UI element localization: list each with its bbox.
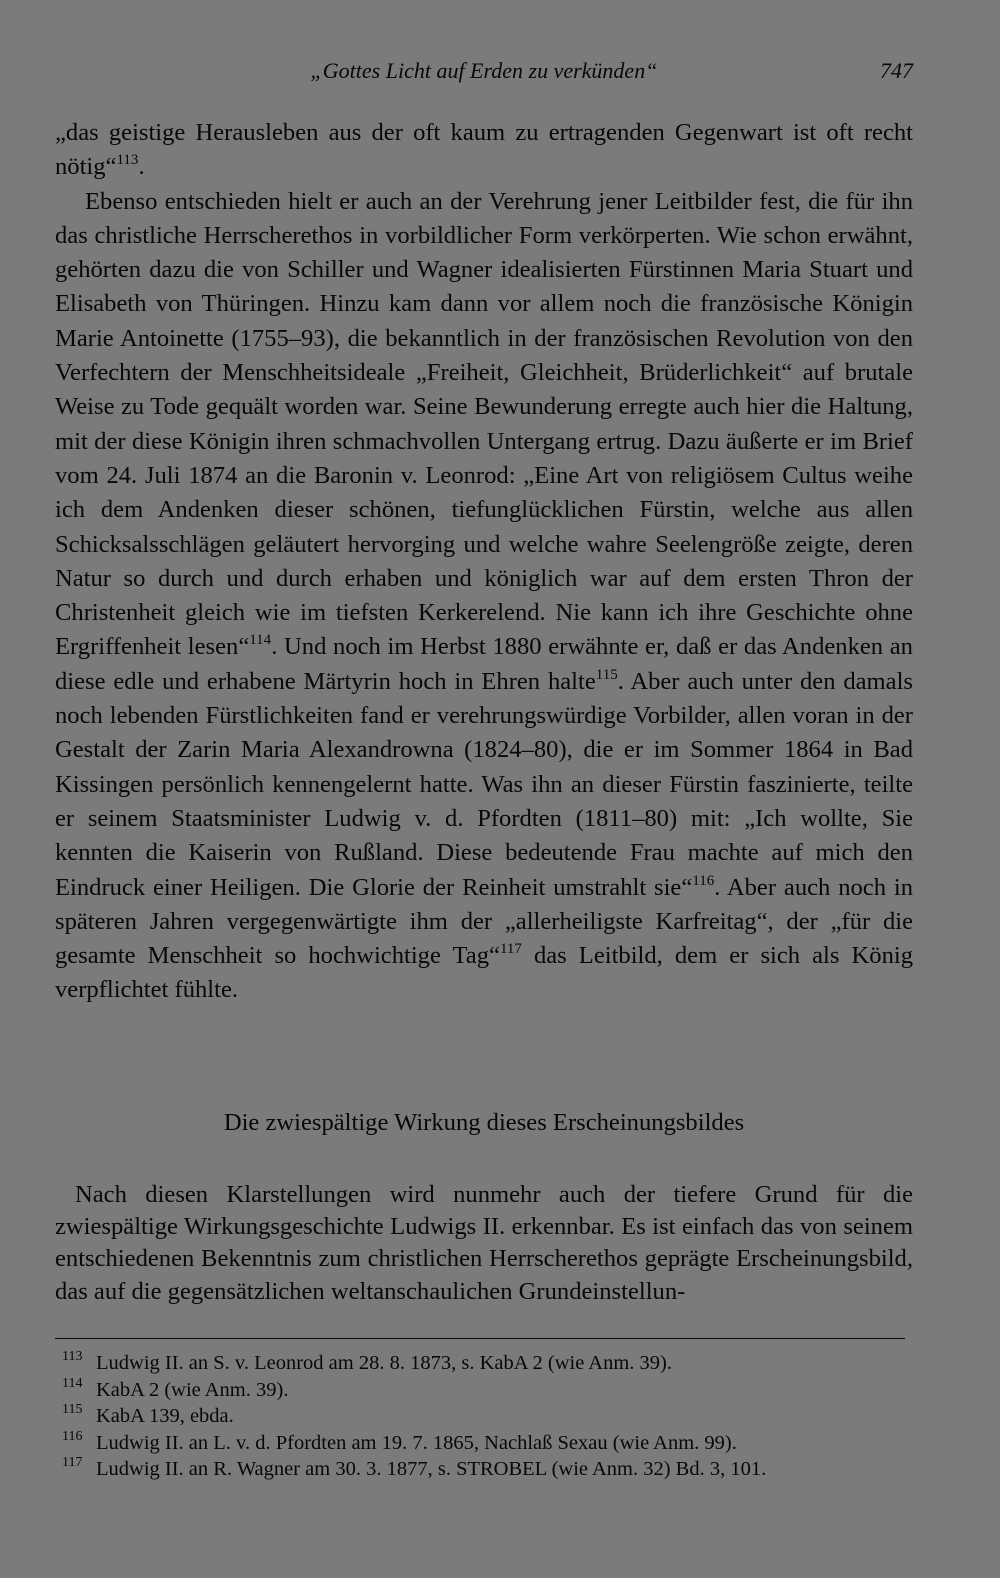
running-title: „Gottes Licht auf Erden zu verkünden“ bbox=[310, 58, 658, 83]
footnote-number: 116 bbox=[62, 1428, 83, 1444]
footnote-text: Ludwig II. an R. Wagner am 30. 3. 1877, s. STROBEL (wie Anm. 32) Bd. 3, 101. bbox=[96, 1458, 767, 1480]
footnote bbox=[62, 1377, 912, 1404]
page-number: 747 bbox=[880, 58, 913, 83]
footnotes bbox=[62, 1350, 912, 1483]
page-header bbox=[55, 54, 913, 90]
footnote-text: Ludwig II. an L. v. d. Pfordten am 19. 7. 1865, Nachlaß Sexau (wie Anm. 99). bbox=[96, 1431, 737, 1454]
footnote-ref: 117 bbox=[499, 941, 522, 958]
footnote bbox=[62, 1456, 912, 1483]
text-run: . Und noch im Herbst 1880 erwähnte er, daß er das Andenken an diese edle und erhabene Märtyrin hoch in Ehren halte bbox=[55, 633, 913, 695]
footnote-text: KabA 139, ebda. bbox=[96, 1405, 234, 1427]
section-paragraph: Nach diesen Klarstellungen wird nunmehr auch der tiefere Grund für die zwiespältige Wirkungsgeschichte Ludwigs II. erkennbar. Es ist einfach das von seinem entschiedenen Bekenntnis zum christlichen Herrscherethos geprägte Erscheinungsbild, das auf die gegensätzlichen weltanschaulichen Grundeinstellun- bbox=[55, 1181, 913, 1305]
text-run: . Aber auch noch in späteren Jahren vergegenwärtigte ihm der „allerheiligste Karfreitag“, der „für die gesamte Menschheit so hochwichtige Tag“ bbox=[55, 873, 913, 970]
footnote-ref: 114 bbox=[249, 632, 272, 649]
main-text bbox=[55, 116, 913, 1008]
footnote-ref: 113 bbox=[116, 152, 139, 169]
footnote-number: 117 bbox=[62, 1455, 83, 1470]
paragraph-leitbilder bbox=[55, 185, 913, 1008]
paragraph-continuation bbox=[55, 116, 913, 185]
section-text bbox=[55, 1179, 913, 1308]
footnote-number: 115 bbox=[62, 1402, 83, 1417]
section-heading: Die zwiespältige Wirkung dieses Erscheinungsbildes bbox=[223, 1109, 745, 1136]
footnote-number: 113 bbox=[62, 1349, 83, 1364]
footnote bbox=[62, 1350, 912, 1377]
text-run: Ebenso entschieden hielt er auch an der Verehrung jener Leitbilder fest, die für ihn das christliche Herrscherethos in vorbildlicher Form verkörperten. Wie schon erwähnt, gehörten dazu die von Schiller und Wagner idealisierten Fürstinnen Maria Stuart und Elisabeth von Thüringen. Hinzu kam dann vor allem noch die französische Königin Marie Antoinette (1755–93), die bekanntlich in der französischen Revolution von den Verfechtern der Menschheitsideale „Freiheit, Gleichheit, Brüderlichkeit“ auf brutale Weise zu Tode gequält worden war. Seine Bewunderung erregte auch hier die Haltung, mit der diese Königin ihren schmachvollen Untergang ertrug. Dazu äußerte er im Brief vom 24. Juli 1874 an die Baronin v. Leonrod: „Eine Art von religiösem Cultus weihe ich dem Andenken dieser schönen, tiefunglücklichen Fürstin, welche aus allen Schicksalsschlägen geläutert hervorging und welche wahre Seelengröße zeigte, deren Natur so durch und durch erhaben und königlich war auf dem ersten Thron der Christenheit gleich wie im tiefsten Kerkerelend. Nie kann ich ihre Geschichte ohne Ergriffenheit lesen“ bbox=[55, 187, 913, 661]
footnote-divider bbox=[55, 1338, 905, 1339]
footnote-text: KabA 2 (wie Anm. 39). bbox=[96, 1378, 289, 1401]
text-run: das Leitbild, dem er sich als König verpflichtet fühlte. bbox=[55, 942, 913, 1004]
footnote-number: 114 bbox=[62, 1375, 83, 1391]
footnote-ref: 115 bbox=[595, 666, 618, 683]
text-run: „das geistige Herausleben aus der oft kaum zu ertragenden Gegenwart ist oft recht nötig“ bbox=[55, 119, 913, 181]
text-run: . bbox=[138, 153, 145, 181]
footnote bbox=[62, 1430, 912, 1457]
footnote-ref: 116 bbox=[692, 872, 715, 889]
footnote bbox=[62, 1403, 912, 1430]
footnote-text: Ludwig II. an S. v. Leonrod am 28. 8. 1873, s. KabA 2 (wie Anm. 39). bbox=[96, 1352, 673, 1374]
text-run: . Aber auch unter den damals noch lebenden Fürstlichkeiten fand er verehrungswürdige Vorbilder, allen voran in der Gestalt der Zarin Maria Alexandrowna (1824–80), die er im Sommer 1864 in Bad Kissingen persönlich kennengelernt hatte. Was ihn an dieser Fürstin faszinierte, teilte er seinem Staatsminister Ludwig v. d. Pfordten (1811–80) mit: „Ich wollte, Sie kennten die Kaiserin von Rußland. Diese bedeutende Frau machte auf mich den Eindruck einer Heiligen. Die Glorie der Reinheit umstrahlt sie“ bbox=[55, 667, 913, 901]
